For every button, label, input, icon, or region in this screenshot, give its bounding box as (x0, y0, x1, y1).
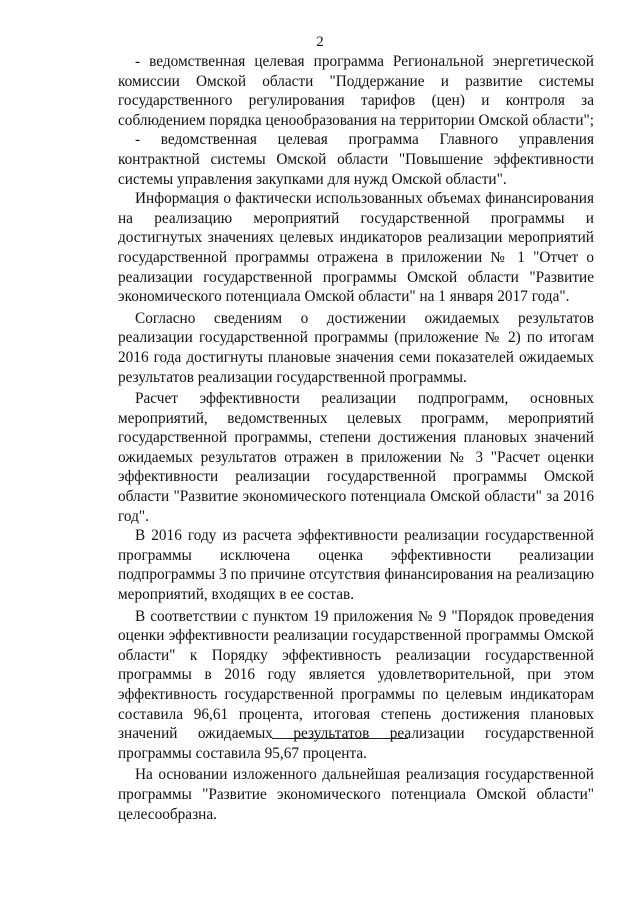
paragraph-subprogram-3-excluded: В 2016 году из расчета эффективности реализации государственной программы исключена оценка эффективности реализации подпрограммы 3 по причине отсутствия финансирования на реализацию мероприятий, входящих в ее состав. (118, 527, 594, 604)
page-number: 2 (316, 34, 324, 50)
paragraph-efficiency-calculation: Расчет эффективности реализации подпрограмм, основных мероприятий, ведомственных целевых программ, мероприятий государственной программы, степени достижения плановых значений ожидаемых результатов отражен в приложении № 3 "Расчет оценки эффективности реализации государственной программы Омской области "Развитие экономического потенциала Омской области" за 2016 год". (118, 390, 594, 525)
paragraph-expected-results: Согласно сведениям о достижении ожидаемых результатов реализации государственной программы (приложение № 2) по итогам 2016 года достигнуты плановые значения семи показателей ожидаемых результатов реализации государственной программы. (118, 309, 594, 386)
paragraph-efficiency-assessment: В соответствии с пунктом 19 приложения № 9 "Порядок проведения оценки эффективности реализации государственной программы Омской области" к Порядку эффективность реализации государственной программы в 2016 году является удовлетворительной, при этом эффективность государственной программы по целевым индикаторам составила 96,61 процента, итоговая степень достижения плановых значений ожидаемых результатов реализации государственной программы составила 95,67 процента. (118, 607, 594, 762)
paragraph-financing-info: Информация о фактически использованных объемах финансирования на реализацию мероприятий государственной программы и достигнутых значениях целевых индикаторов реализации мероприятий государственной программы отражена в приложении № 1 "Отчет о реализации государственной программы Омской области "Развитие экономического потенциала Омской области" на 1 января 2017 года". (118, 190, 594, 306)
paragraph-procurement-program: - ведомственная целевая программа Главного управления контрактной системы Омской области "Повышение эффективности системы управления закупками для нужд Омской области". (118, 131, 594, 188)
paragraph-rek-program: - ведомственная целевая программа Региональной энергетической комиссии Омской области "Поддержание и развитие системы государственного регулирования тарифов (цен) и контроля за соблюдением порядка ценообразования на территории Омской области"; (118, 53, 594, 129)
document-body (118, 52, 594, 824)
end-of-text-divider (272, 738, 408, 739)
paragraph-conclusion: На основании изложенного дальнейшая реализация государственной программы "Развитие экономического потенциала Омской области" целесообразна. (118, 766, 594, 823)
